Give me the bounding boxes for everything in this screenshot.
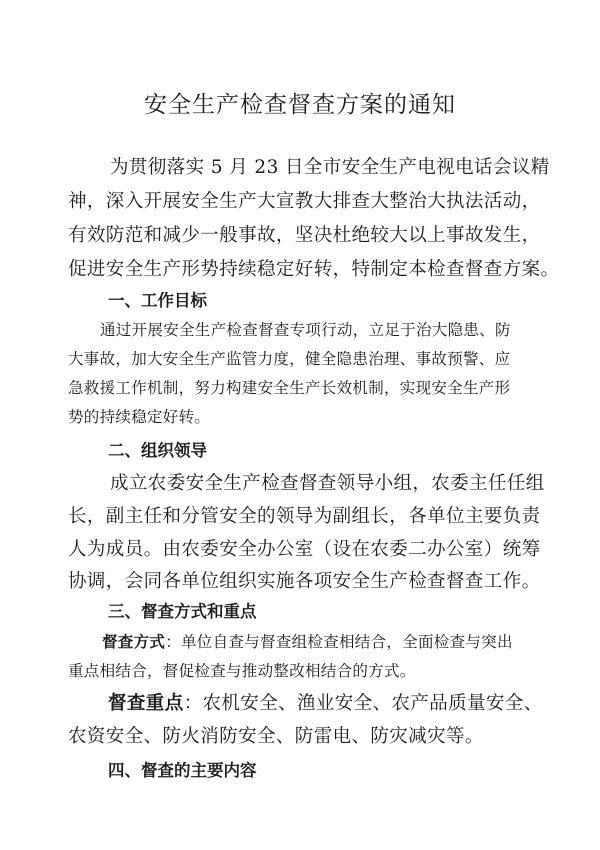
focus-label: 督查重点	[108, 693, 184, 714]
focus-text: ：农机安全、渔业安全、农产品质量安全、	[183, 693, 543, 714]
section-heading-organization: 二、组织领导	[108, 441, 207, 460]
document-title: 安全生产检查督查方案的通知	[144, 92, 456, 118]
method-line-1	[102, 630, 513, 652]
intro-line-1: 为贯彻落实 5 月 23 日全市安全生产电视电话会议精	[110, 157, 550, 178]
section-heading-content: 四、督查的主要内容	[108, 761, 257, 780]
goals-line-3: 急救援工作机制，努力构建安全生产长效机制，实现安全生产形	[68, 379, 511, 397]
method-text: ：单位自查与督查组检查相结合，全面检查与突出	[165, 633, 513, 651]
intro-line-3: 有效防范和减少一般事故，坚决杜绝较大以上事故发生，	[68, 225, 541, 246]
section-heading-method: 三、督查方式和重点	[108, 602, 257, 621]
intro-line-4: 促进安全生产形势持续稳定好转，特制定本检查督查方案。	[68, 259, 560, 280]
organization-line-1: 成立农委安全生产检查督查领导小组，农委主任任组	[110, 473, 545, 494]
goals-line-2: 大事故，加大安全生产监管力度，健全隐患治理、事故预警、应	[68, 350, 511, 368]
focus-line-2: 农资安全、防火消防安全、防雷电、防灾减灾等。	[68, 726, 484, 747]
goals-line-4: 势的持续稳定好转。	[68, 408, 211, 426]
organization-line-2: 长，副主任和分管安全的领导为副组长，各单位主要负责	[68, 506, 541, 527]
goals-line-1: 通过开展安全生产检查督查专项行动，立足于治大隐患、防	[100, 321, 511, 339]
method-label: 督查方式	[102, 632, 166, 651]
focus-line-1	[108, 689, 543, 715]
intro-line-2: 神，深入开展安全生产大宣教大排查大整治大执法活动，	[68, 191, 541, 212]
organization-line-3: 人为成员。由农委安全办公室（设在农委二办公室）统筹	[68, 539, 541, 560]
method-line-2: 重点相结合，督促检查与推动整改相结合的方式。	[68, 662, 416, 680]
organization-line-4: 协调，会同各单位组织实施各项安全生产检查督查工作。	[68, 571, 541, 592]
section-heading-goals: 一、工作目标	[108, 291, 207, 310]
